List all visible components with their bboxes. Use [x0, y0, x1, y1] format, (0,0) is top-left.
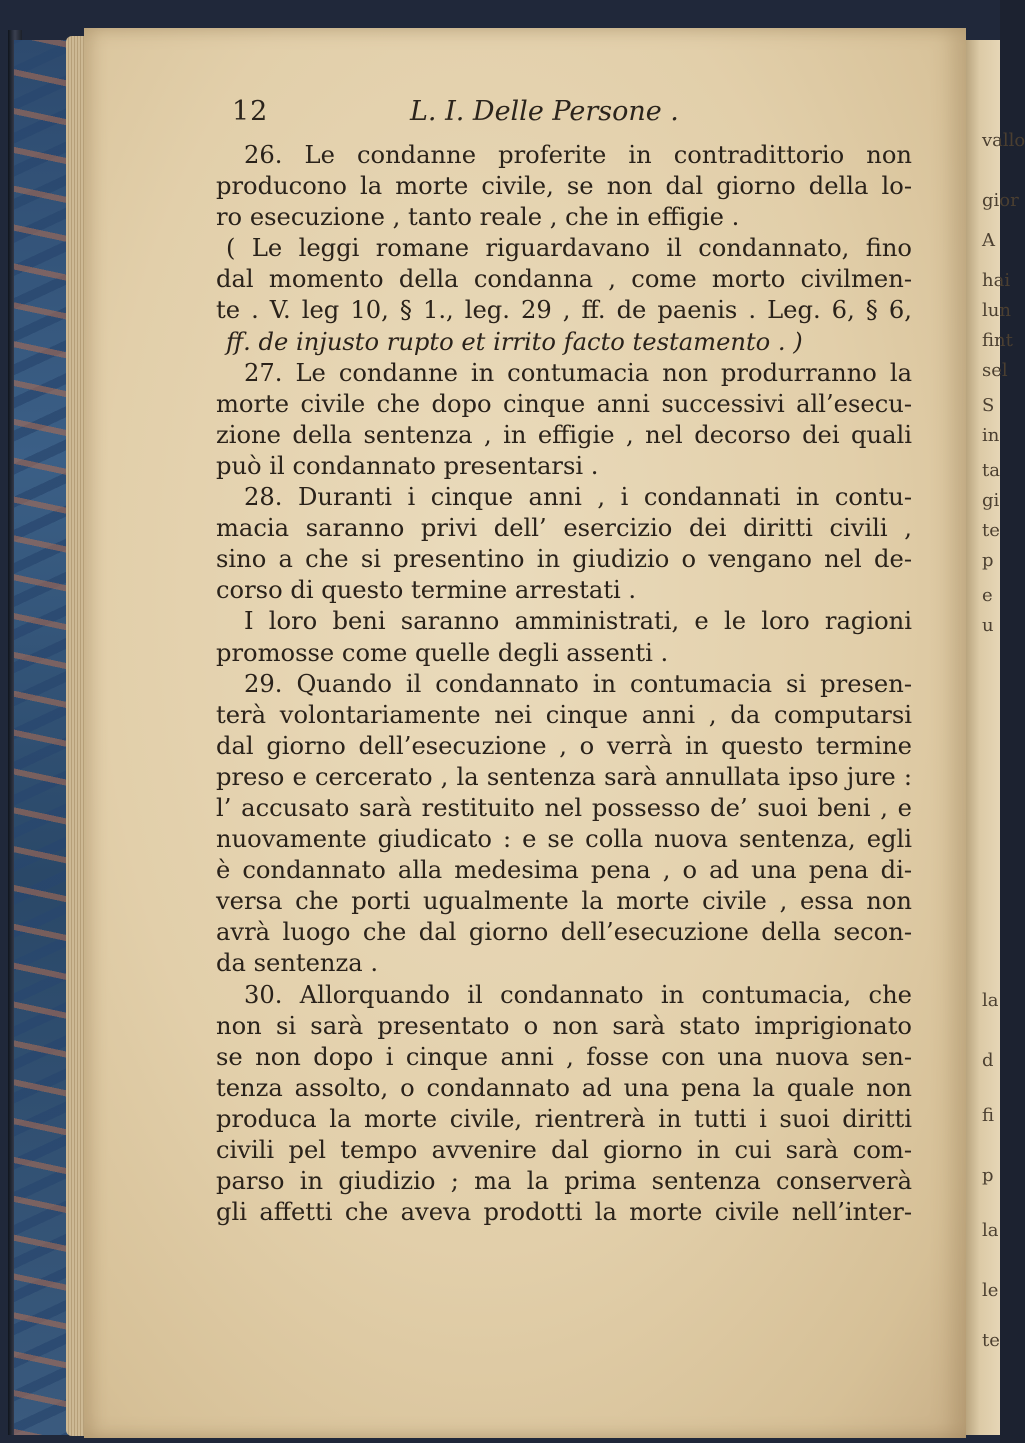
- text-line: 26. Le condanne proferite in contradittorio non: [244, 141, 912, 169]
- text-line: nuovamente giudicato : e se colla nuova sentenza, egli: [216, 825, 912, 854]
- text-line: dal giorno dell’esecuzione , o verrà in questo termine: [216, 731, 912, 760]
- text-line: sino a che si presentino in giudizio o vengano nel de-: [216, 545, 912, 574]
- text-line: produca la morte civile, rientrerà in tutti i suoi diritti: [216, 1104, 912, 1133]
- text-line: avrà luogo che dal giorno dell’esecuzione della secon-: [216, 918, 912, 947]
- text-line: 30. Allorquando il condannato in contumacia, che: [244, 980, 912, 1009]
- page-header: [232, 96, 932, 136]
- text-line: producono la morte civile, se non dal giorno della lo-: [216, 172, 912, 201]
- facing-page-fragment: u: [982, 615, 994, 636]
- facing-page-fragment: le: [982, 1280, 999, 1301]
- text-line: 28. Duranti i cinque anni , i condannati in contu-: [244, 483, 912, 512]
- facing-page-fragment: p: [982, 1165, 994, 1186]
- text-line: da sentenza .: [216, 949, 379, 978]
- text-line: parso in giudizio ; ma la prima sentenza conserverà: [216, 1167, 912, 1196]
- text-line: terà volontariamente nei cinque anni , da computarsi: [216, 700, 912, 729]
- facing-page-edge: [966, 40, 1025, 1435]
- text-line: 29. Quando il condannato in contumacia si presen-: [244, 669, 912, 698]
- facing-page-fragment: lun: [982, 300, 1011, 321]
- facing-page-fragment: gior: [982, 190, 1019, 211]
- text-line: promosse come quelle degli assenti .: [216, 638, 669, 667]
- text-line: preso e cercerato , la sentenza sarà annullata ipso jure :: [216, 762, 912, 791]
- facing-page-fragment: la: [982, 990, 999, 1011]
- facing-page-fragment: A: [982, 230, 995, 251]
- text-line: tenza assolto, o condannato ad una pena la quale non: [216, 1073, 912, 1102]
- text-line: versa che porti ugualmente la morte civile , essa non: [216, 887, 912, 916]
- text-line: non si sarà presentato o non sarà stato imprigionato: [216, 1011, 912, 1040]
- text-line: dal momento della condanna , come morto civilmen-: [216, 265, 912, 294]
- text-line: può il condannato presentarsi .: [216, 451, 599, 480]
- text-line: corso di questo termine arrestati .: [216, 576, 637, 605]
- facing-page-fragment: ta: [982, 460, 1000, 481]
- text-line: ( Le leggi romane riguardavano il condannato, fino: [226, 234, 912, 263]
- page-number: 12: [232, 96, 269, 127]
- facing-page-fragment: sel: [982, 360, 1008, 381]
- facing-page-fragment: gi: [982, 490, 1000, 511]
- facing-page-fragment: fint: [982, 330, 1013, 351]
- facing-page-fragment: in: [982, 425, 1000, 446]
- body-text: [216, 140, 912, 1228]
- text-line: I loro beni saranno amministrati, e le loro ragioni: [244, 607, 912, 636]
- facing-page-fragment: la: [982, 1220, 999, 1241]
- text-line: ro esecuzione , tanto reale , che in effigie .: [216, 203, 740, 232]
- text-line: l’ accusato sarà restituito nel possesso de’ suoi beni , e: [216, 793, 912, 822]
- facing-page-fragment: p: [982, 550, 994, 571]
- running-title: L. I. Delle Persone .: [410, 96, 679, 127]
- facing-page-fragment: S: [982, 395, 995, 416]
- facing-page-fragment: fi: [982, 1105, 995, 1126]
- facing-page-fragment: vallo: [982, 130, 1025, 151]
- text-line: 27. Le condanne in contumacia non produrranno la: [244, 358, 912, 387]
- facing-page-fragment: te: [982, 520, 1000, 541]
- facing-page-fragment: hai: [982, 270, 1011, 291]
- text-line: ff. de injusto rupto et irrito facto testamento . ): [226, 327, 803, 356]
- text-line: morte civile che dopo cinque anni successivi all’esecu-: [216, 389, 912, 418]
- facing-page-fragment: d: [982, 1050, 994, 1071]
- text-line: zione della sentenza , in effigie , nel decorso dei quali: [216, 420, 912, 449]
- text-line: civili pel tempo avvenire dal giorno in cui sarà com-: [216, 1136, 912, 1164]
- text-line: è condannato alla medesima pena , o ad una pena di-: [216, 856, 912, 885]
- text-line: se non dopo i cinque anni , fosse con una nuova sen-: [216, 1042, 912, 1071]
- text-line: gli affetti che aveva prodotti la morte civile nell’inter-: [216, 1198, 912, 1227]
- text-line: te . V. leg 10, § 1., leg. 29 , ff. de paenis . Leg. 6, § 6,: [216, 296, 912, 325]
- facing-page-fragment: e: [982, 585, 993, 606]
- facing-page-fragment: te: [982, 1330, 1000, 1351]
- text-line: macia saranno privi dell’ esercizio dei diritti civili ,: [216, 514, 912, 543]
